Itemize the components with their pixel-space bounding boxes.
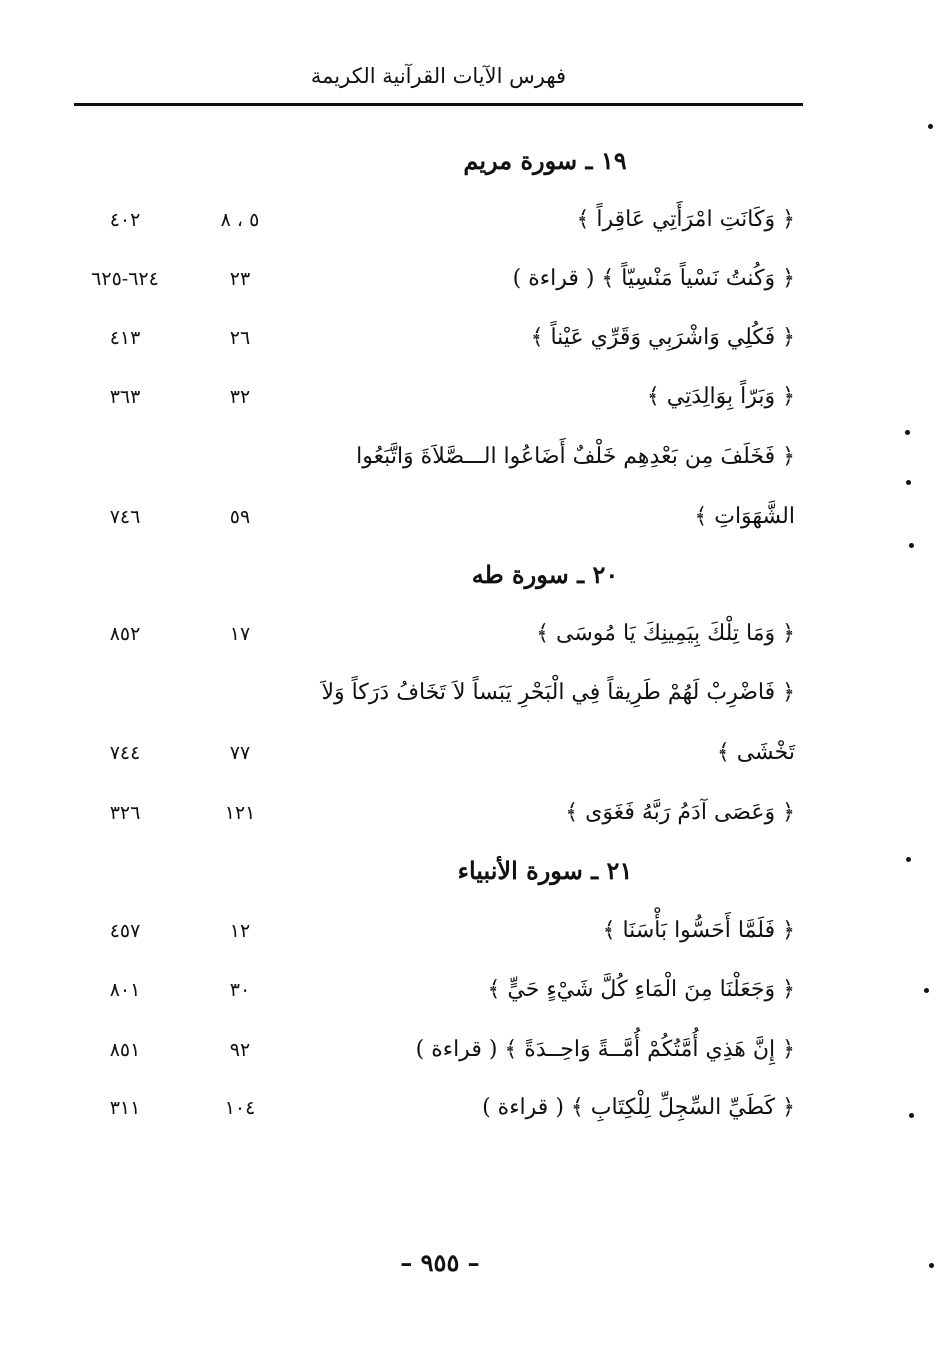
surah-heading-maryam: ١٩ ـ سورة مريم [463, 146, 627, 175]
surah-heading-anbiya: ٢١ ـ سورة الأنبياء [457, 856, 633, 885]
page-reference: ٨٥٢ [109, 623, 141, 645]
index-entry [60, 671, 795, 715]
page-number: – ٩٥٥ – [400, 1248, 480, 1277]
index-entry [60, 612, 795, 656]
verse-text: ﴿ فَاضْرِبْ لَهُمْ طَرِيقاً فِي الْبَحْرِ يَبَساً لاَ تَخَافُ دَرَكاً وَلاَ [321, 680, 795, 705]
page-reference: ٤١٣ [109, 327, 141, 349]
index-entry [60, 198, 795, 242]
page-reference: ٧٤٦ [109, 506, 141, 528]
scan-speck [906, 480, 911, 485]
page-reference: ٤٠٢ [109, 209, 141, 231]
ayah-number: ١٧ [229, 623, 251, 645]
index-entry [60, 1086, 795, 1130]
index-entry [60, 909, 795, 953]
verse-text: ﴿ وَعَصَى آدَمُ رَبَّهُ فَغَوَى ﴾ [565, 800, 795, 825]
page-reference: ٦٢٤-٦٢٥ [91, 268, 159, 290]
verse-text: ﴿ كَطَيِّ السِّجِلِّ لِلْكِتَابِ ﴾ ( قراءة ) [482, 1095, 795, 1120]
page-reference: ٣١١ [109, 1097, 141, 1119]
ayah-number: ٣٠ [229, 979, 251, 1001]
index-entry [60, 435, 795, 479]
index-entry [60, 257, 795, 301]
index-entry [60, 968, 795, 1012]
verse-text-continued: الشَّهَوَاتِ ﴾ [694, 504, 795, 529]
verse-text: ﴿ فَخَلَفَ مِن بَعْدِهِم خَلْفٌ أَضَاعُوا الـــصَّلاَةَ وَاتَّبَعُوا [356, 444, 795, 469]
index-entry [60, 375, 795, 419]
scan-speck [905, 430, 910, 435]
index-entry [60, 1028, 795, 1072]
ayah-number: ٢٦ [229, 327, 251, 349]
verse-text: ﴿ فَكُلِي وَاشْرَبِي وَقَرِّي عَيْناً ﴾ [530, 325, 795, 350]
ayah-number: ١٠٤ [224, 1097, 256, 1119]
verse-text: ﴿ إِنَّ هَذِي أُمَّتُكُمْ أُمَّــةً وَاحِــدَةً ﴾ ( قراءة ) [415, 1037, 795, 1062]
scan-speck [924, 988, 929, 993]
verse-text: ﴿ وَجَعَلْنَا مِنَ الْمَاءِ كُلَّ شَيْءٍ حَيٍّ ﴾ [487, 977, 795, 1002]
page-reference: ٤٥٧ [109, 920, 141, 942]
ayah-number: ٧٧ [229, 742, 251, 764]
ayah-number: ١٢١ [224, 802, 256, 824]
page-reference: ٨٥١ [109, 1039, 141, 1061]
verse-text: ﴿ وَبَرّاً بِوَالِدَتِي ﴾ [646, 384, 795, 409]
scan-speck [909, 543, 914, 548]
verse-text: ﴿ وَكُنتُ نَسْياً مَنْسِيّاً ﴾ ( قراءة ) [512, 266, 795, 291]
page-reference: ٧٤٤ [109, 742, 141, 764]
ayah-number: ٥ ، ٨ [220, 209, 260, 231]
ayah-number: ٩٢ [229, 1039, 251, 1061]
index-entry [60, 791, 795, 835]
index-entry [60, 316, 795, 360]
verse-text: ﴿ وَكَانَتِ امْرَأَتِي عَاقِراً ﴾ [576, 207, 795, 232]
ayah-number: ٣٢ [229, 386, 251, 408]
header-rule [74, 103, 803, 106]
page-reference: ٣٦٣ [109, 386, 141, 408]
scan-speck [928, 124, 933, 129]
running-head: فهرس الآيات القرآنية الكريمة [310, 64, 567, 88]
page-reference: ٣٢٦ [109, 802, 141, 824]
index-entry-continued [60, 731, 795, 775]
index-entry-continued [60, 495, 795, 539]
ayah-number: ٢٣ [229, 268, 251, 290]
ayah-number: ٥٩ [229, 506, 251, 528]
surah-heading-taha: ٢٠ ـ سورة طه [471, 560, 619, 589]
verse-text-continued: تَخْشَى ﴾ [716, 740, 795, 765]
scan-speck [929, 1263, 934, 1268]
scan-speck [906, 857, 911, 862]
scan-speck [909, 1113, 914, 1118]
ayah-number: ١٢ [229, 920, 251, 942]
verse-text: ﴿ فَلَمَّا أَحَسُّوا بَأْسَنَا ﴾ [602, 918, 795, 943]
verse-text: ﴿ وَمَا تِلْكَ بِيَمِينِكَ يَا مُوسَى ﴾ [536, 621, 795, 646]
page-reference: ٨٠١ [109, 979, 141, 1001]
